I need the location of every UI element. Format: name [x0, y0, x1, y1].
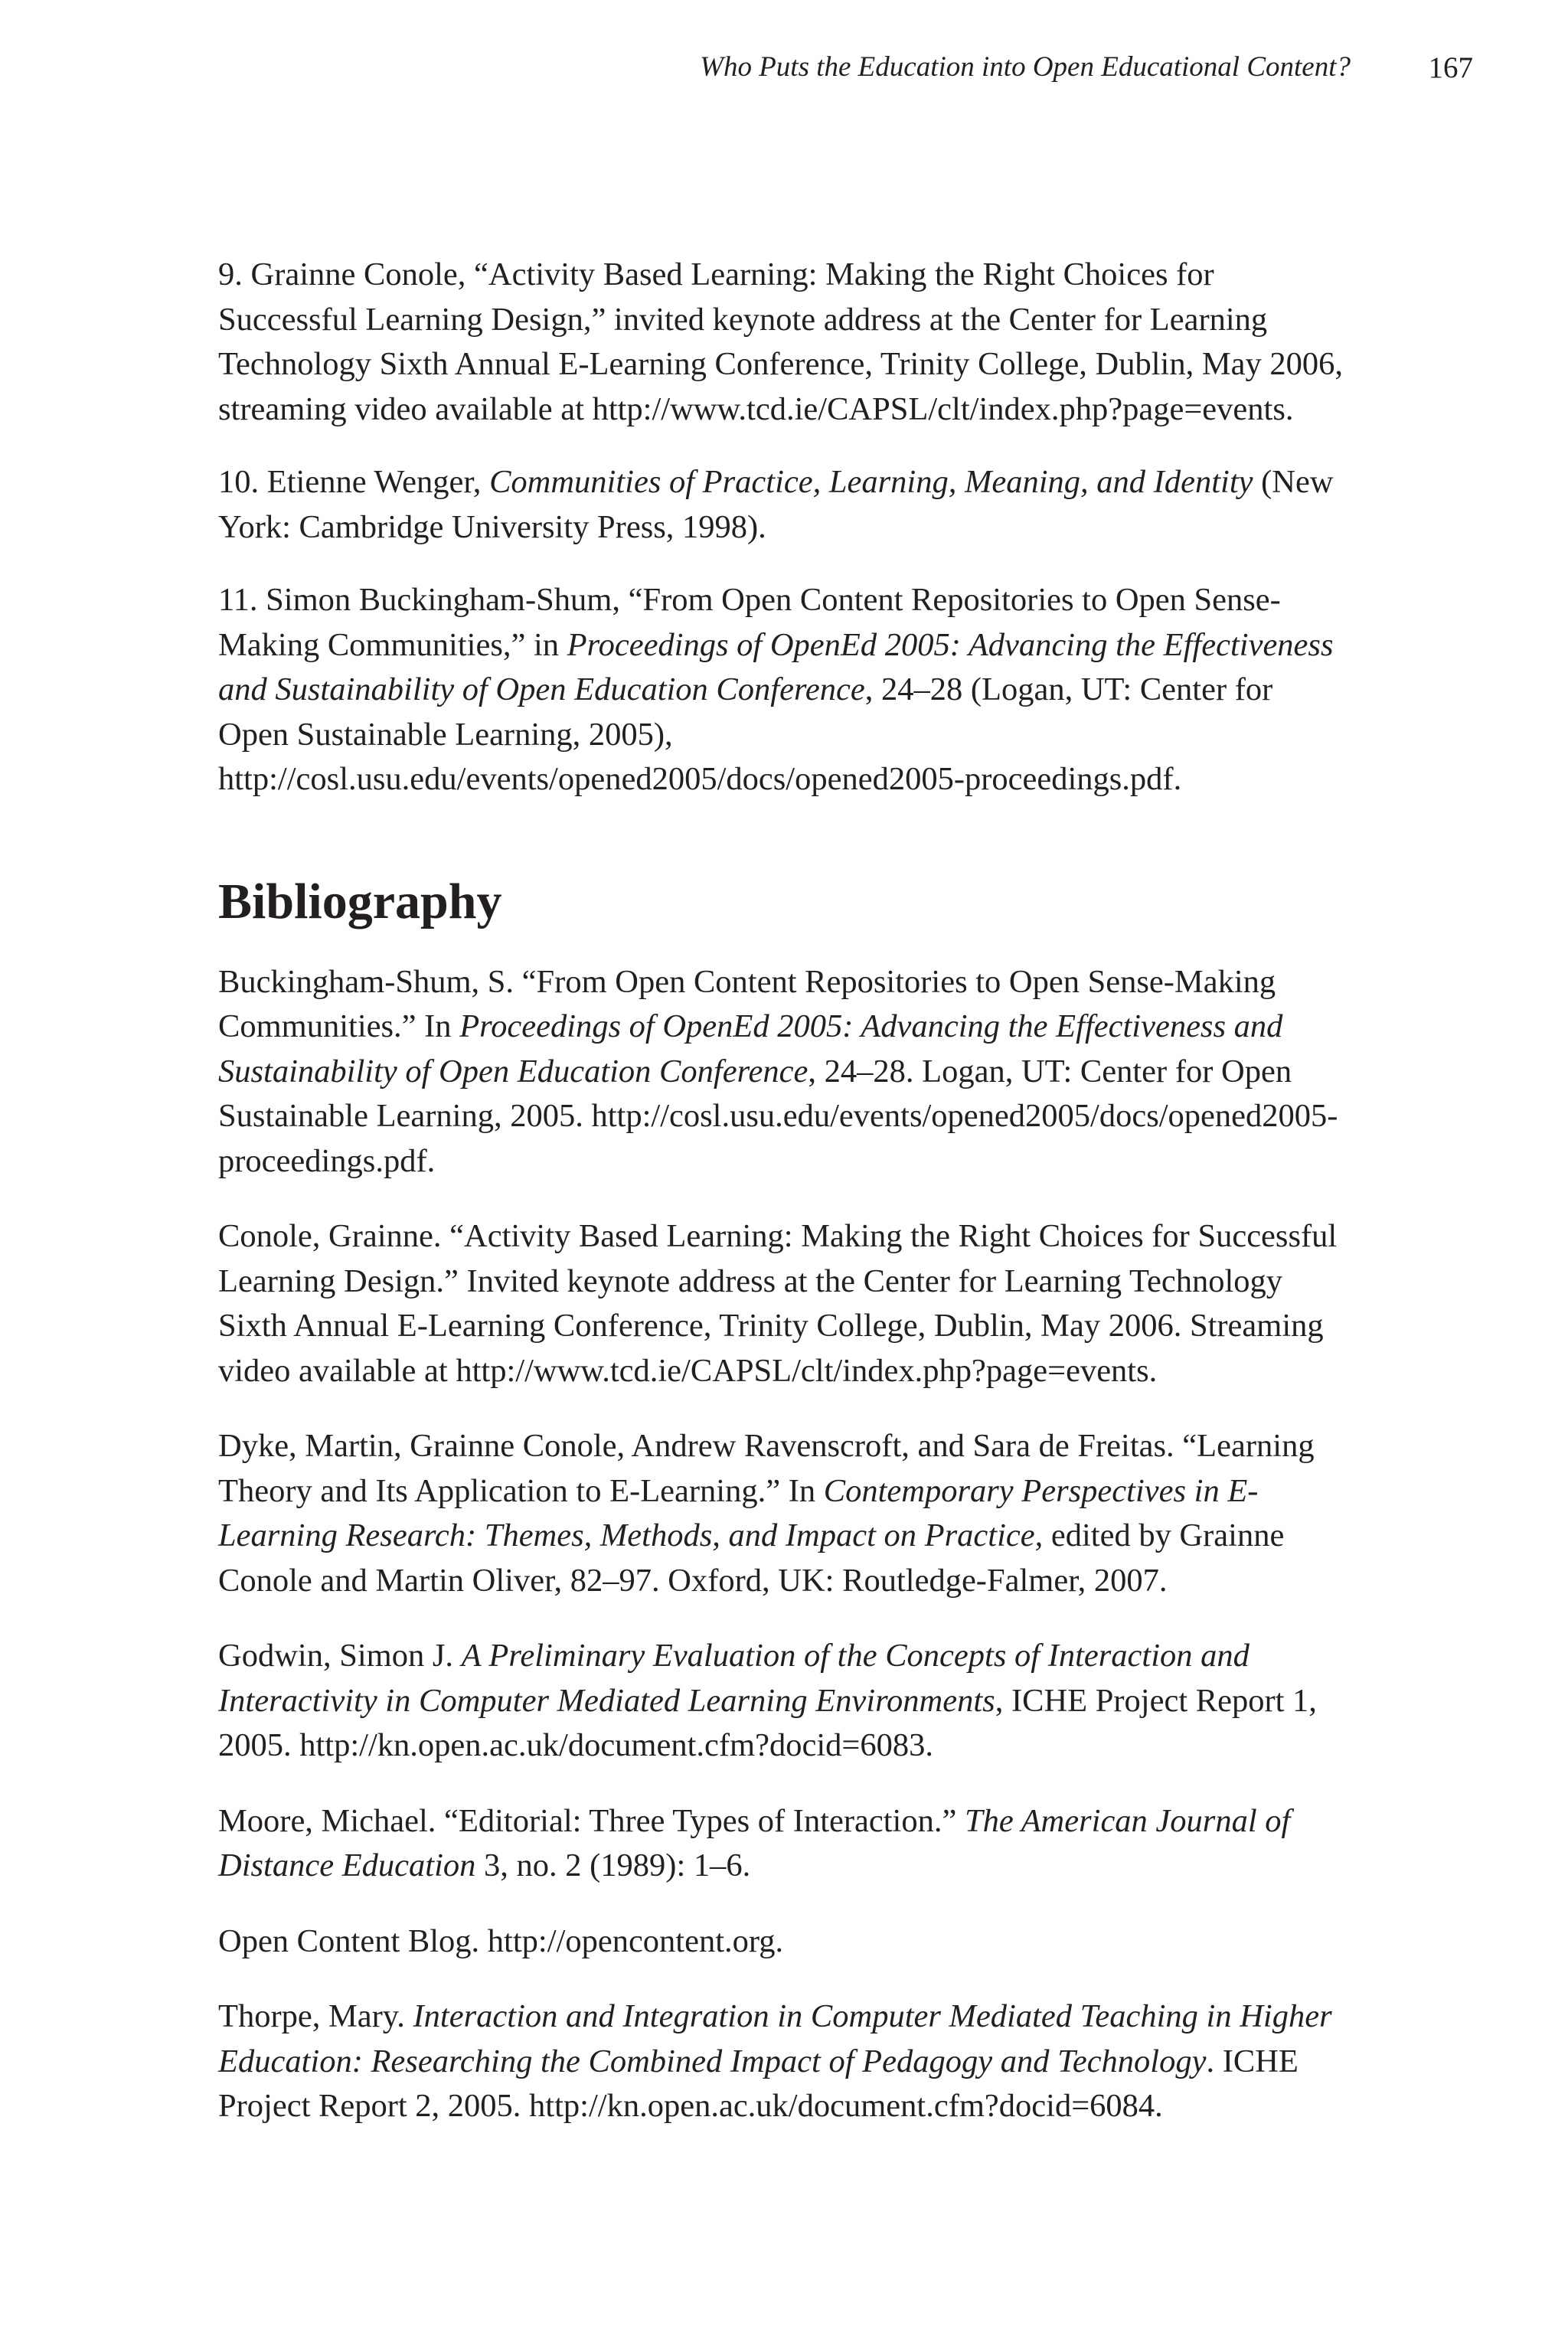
italic-title-text: Contemporary Perspectives in E-Learning Research: Themes, Methods, and Impact on Practice, [218, 1472, 1259, 1553]
bibliography-entry [218, 1634, 1344, 1769]
endnote-10 [218, 460, 1344, 550]
entry-text: Conole, Grainne. “Activity Based Learning: Making the Right Choices for Successful Learning Design.” Invited keynote address at the Center for Learning Technology Sixth Annual E-Learning Conference, Trinity College, Dublin, May 2006. Streaming video available at http://www.tcd.ie/CAPSL/clt/index.php?page=events. [218, 1218, 1338, 1389]
entry-text: (New York: Cambridge University Press, 1998). [218, 464, 1334, 545]
running-head [0, 51, 1568, 89]
entry-text: Thorpe, Mary. [218, 1998, 413, 2034]
endnote-9 [218, 253, 1344, 432]
entry-text: 3, no. 2 (1989): 1–6. [475, 1847, 751, 1883]
endnote-11 [218, 578, 1344, 802]
bibliography-heading: Bibliography [218, 873, 502, 929]
entry-text: Buckingham-Shum, S. “From Open Content Repositories to Open Sense-Making Communities.” In [218, 963, 1276, 1044]
italic-title-text: Proceedings of OpenEd 2005: Advancing the Effectiveness and Sustainability of Open Education Conference [218, 1008, 1283, 1089]
endnotes [218, 253, 1344, 802]
entry-text: Godwin, Simon J. [218, 1638, 462, 1674]
bibliography-entry [218, 1799, 1344, 1889]
bibliography-entry [218, 1214, 1344, 1393]
entry-text: , 24–28 (Logan, UT: Center for Open Sustainable Learning, 2005), http://cosl.usu.edu/events/opened2005/docs/opened2005-proceedings.pdf. [218, 671, 1273, 797]
italic-title-text: The American Journal of Distance Education [218, 1802, 1291, 1883]
bibliography-entry [218, 1424, 1344, 1603]
entry-text: edited by Grainne Conole and Martin Oliver, 82–97. Oxford, UK: Routledge-Falmer, 2007. [218, 1517, 1285, 1599]
entry-text: 11. Simon Buckingham-Shum, “From Open Content Repositories to Open Sense-Making Communities,” in [218, 582, 1281, 663]
entry-text: Open Content Blog. http://opencontent.org. [218, 1922, 784, 1959]
entry-text: , 24–28. Logan, UT: Center for Open Sustainable Learning, 2005. http://cosl.usu.edu/events/opened2005/docs/opened2005-proceedings.pdf. [218, 1053, 1338, 1179]
entry-text: 9. Grainne Conole, “Activity Based Learning: Making the Right Choices for Successful Learning Design,” invited keynote address at the Center for Learning Technology Sixth Annual E-Learning Conference, Trinity College, Dublin, May 2006, streaming video available at http://www.tcd.ie/CAPSL/clt/index.php?page=events. [218, 256, 1343, 427]
entry-text: 10. Etienne Wenger, [218, 464, 490, 500]
entry-text: Dyke, Martin, Grainne Conole, Andrew Ravenscroft, and Sara de Freitas. “Learning Theory and Its Application to E-Learning.” In [218, 1428, 1315, 1509]
italic-title-text: Communities of Practice, Learning, Meaning, and Identity [489, 464, 1253, 500]
entry-text: , ICHE Project Report 1, 2005. http://kn.open.ac.uk/document.cfm?docid=6083. [218, 1682, 1317, 1763]
page-number: 167 [1428, 51, 1473, 84]
running-title: Who Puts the Education into Open Educational Content? [700, 51, 1351, 83]
entry-text: Moore, Michael. “Editorial: Three Types of Interaction.” [218, 1802, 965, 1839]
italic-title-text: Interaction and Integration in Computer Mediated Teaching in Higher Education: Researching the Combined Impact of Pedagogy and Technology [218, 1998, 1332, 2079]
entry-text: . ICHE Project Report 2, 2005. http://kn.open.ac.uk/document.cfm?docid=6084. [218, 2043, 1298, 2124]
bibliography-entry [218, 960, 1344, 1184]
bibliography-entry [218, 1994, 1344, 2129]
italic-title-text: A Preliminary Evaluation of the Concepts of Interaction and Interactivity in Computer Mediated Learning Environments [218, 1638, 1250, 1719]
bibliography-entry [218, 1919, 1344, 1965]
italic-title-text: Proceedings of OpenEd 2005: Advancing the Effectiveness and Sustainability of Open Education Conference [218, 626, 1334, 707]
bibliography-list [218, 960, 1344, 2129]
page-body [218, 253, 1344, 2160]
